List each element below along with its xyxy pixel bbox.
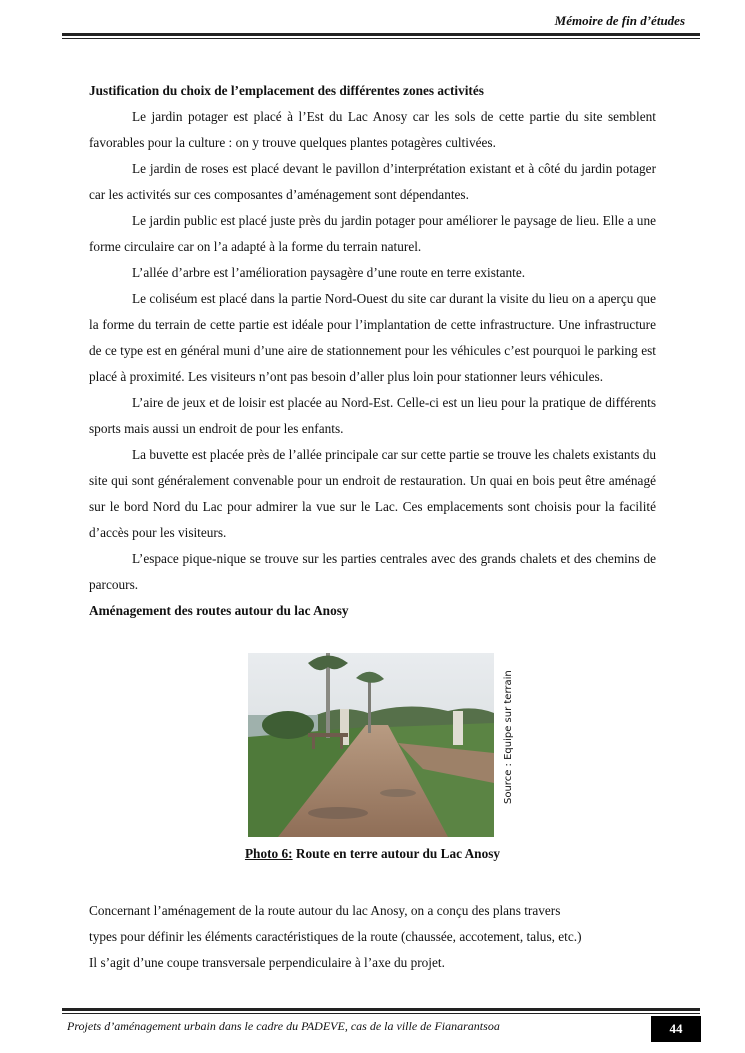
paragraph: Le jardin de roses est placé devant le pavillon d’interprétation existant et à côté du jardin potager car les activités sur ces composantes d’aménagement sont dépendantes. — [89, 161, 656, 202]
section-heading-routes: Aménagement des routes autour du lac Anosy — [89, 603, 349, 618]
text-line: Il s’agit d’une coupe transversale perpendiculaire à l’axe du projet. — [89, 955, 445, 970]
paragraph: L’espace pique-nique se trouve sur les parties centrales avec des grands chalets et des chemins de parcours. — [89, 551, 656, 592]
paragraph: Le jardin potager est placé à l’Est du Lac Anosy car les sols de cette partie du site semblent favorables pour la culture : on y trouve quelques plantes potagères cultivées. — [89, 109, 656, 150]
paragraph: Le jardin public est placé juste près du jardin potager pour améliorer le paysage de lieu. Elle a une forme circulaire car on l’a adapté à la forme du terrain naturel. — [89, 213, 656, 254]
header-rule — [62, 33, 700, 36]
photo-caption-text: Route en terre autour du Lac Anosy — [292, 846, 501, 861]
running-footer: Projets d’aménagement urbain dans le cadre du PADEVE, cas de la ville de Fianarantsoa — [67, 1019, 500, 1033]
road-photo — [248, 653, 494, 837]
page-number: 44 — [651, 1016, 701, 1042]
running-header: Mémoire de fin d’études — [554, 13, 685, 28]
footer-rule — [62, 1008, 700, 1011]
main-content — [89, 78, 656, 624]
photo-caption — [0, 846, 745, 862]
paragraph: L’allée d’arbre est l’amélioration paysagère d’une route en terre existante. — [132, 265, 526, 280]
text-line: Concernant l’aménagement de la route autour du lac Anosy, on a conçu des plans travers — [89, 903, 561, 918]
paragraph: La buvette est placée près de l’allée principale car sur cette partie se trouve les chalets existants du site qui sont généralement convenable pour un endroit de restauration. Un quai en bois peut être aménagé sur le bord Nord du Lac pour admirer la vue sur le Lac. Ces emplacements sont choisis pour la facilité d’accès pour les visiteurs. — [89, 447, 656, 540]
text-line: types pour définir les éléments caractéristiques de la route (chaussée, accotement, talus, etc.) — [89, 929, 582, 944]
photo-caption-label: Photo 6: — [244, 846, 293, 861]
section-heading-justification: Justification du choix de l’emplacement des différentes zones activités — [89, 83, 484, 98]
closing-paragraph — [89, 898, 656, 976]
paragraph: L’aire de jeux et de loisir est placée au Nord-Est. Celle-ci est un lieu pour la pratique de différents sports mais aussi un endroit de pour les enfants. — [89, 395, 656, 436]
photo-source-credit: Source : Equipe sur terrain — [503, 670, 514, 805]
paragraph: Le coliséum est placé dans la partie Nord-Ouest du site car durant la visite du lieu on a aperçu que la forme du terrain de cette partie est idéale pour l’implantation de cette infrastructure. Une infrastructure de ce type est en général muni d’une aire de stationnement pour les véhicules c’est pourquoi le parking est placé à proximité. Les visiteurs n’ont pas besoin d’aller plus loin pour stationner leurs véhicules. — [89, 291, 656, 384]
header-rule-thin — [62, 38, 700, 39]
footer-rule-thin — [62, 1013, 700, 1014]
